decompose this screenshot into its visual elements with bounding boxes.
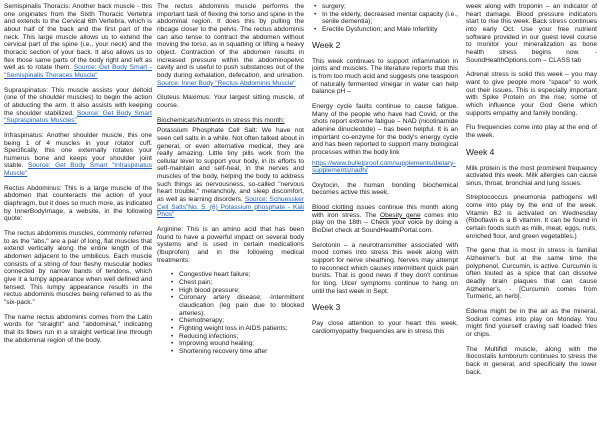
source-link-infraspinatus[interactable]: Source: Get Body Smart "Infraspinatus Muscle"	[4, 162, 152, 178]
paragraph-energy-cycle: Energy cycle faults continue to cause fatigue. Many of the people who have had Covid, or the shots report extreme fatigue – NAD (nicotinamide adenine dinucleotide) – has been helpful. It is an important co-enzyme for the body's energy cycle and has been reported to support many biological processes within the body link	[312, 102, 458, 156]
paragraph-infraspinatus: Infraspinatus: Another shoulder muscle, this one being 1 of 4 muscles in your rotator cuff. Specifically, this one externally rotates your humerus bone and keeps your shoulder joint stable. Source: Get Body Smart "Infraspinatus Muscle"	[4, 131, 152, 178]
paragraph-oxytocin: Oxytocin, the human bonding biochemical becomes active this week.	[312, 181, 458, 197]
source-link-supraspinatus[interactable]: Source: Get Body Smart "Supraspinatus Muscles"	[4, 109, 152, 125]
nadh-link[interactable]: https://www.bulletproof.com/supplements/dietary-supplements/nadh/	[312, 159, 456, 175]
paragraph-gluteus: Gluteus Maximus: Your largest sitting muscle, of course.	[157, 94, 304, 109]
week-3-heading: Week 3	[312, 302, 341, 313]
week-4-heading: Week 4	[466, 146, 495, 157]
source-link-semispinalis[interactable]: Source: Get Body Smart - "Semispinalis Thoraces Muscle"	[4, 64, 152, 79]
paragraph-arginine: Arginine: This is an amino acid that has been found to have a powerful impact on several body systems and is used in certain medications (Ibuprofen) and in the following medical treatments:	[157, 226, 304, 264]
paragraph-blood-clotting: Blood clotting issues continue this month along with iron stress. The Obesity gene comes into play on the 18th – Check your voice by doing a BioDiet check at SoundHealthPortal.com.	[312, 204, 458, 235]
paragraph-streptococcus: Streptococcus pneumonia pathogens will come into play by the end of the week. Vitamin B2 is activated on Wednesday (Riboflavin is a B vitamin. It can be found in certain foods such as milk, meat, eggs, nuts, enriched flour, and green vegetables.)	[466, 194, 597, 240]
paragraph-multifidi: The Multifidi muscle, along with the Iliocostalis lumborum continues to stress the back in general, and specifically the lower back.	[466, 345, 597, 376]
list-item: • Erectile Dysfunction; and Male Infertility	[312, 26, 458, 34]
paragraph-semispinalis: Semispinalis Thoracis: Another back muscle - this one originates from the Sixth Thoracic Vertebra and extends to the Cervical 6th Vertebra, which is about half of the back and the first part of the neck. This large muscle allows us to extend the cervical part of the spine (i.e., your neck) and the thoracic section of your back. It also allows us to flex those same parts of the body right and left as well as to rotate them. Source: Get Body Smart - "Semispinalis Thoraces Muscle"	[4, 3, 152, 79]
paragraph-troponin: week along with troponin – an indicator of heart damage. Blood pressure indicators start to rise this week. Back stress continues into early Oct. Use your free nutrient software provided in our guest level course to monitor your mineralization as bone health stress begins now. -SoundHealthOptions.com – CLASS tab	[466, 3, 597, 64]
week-2-heading: Week 2	[312, 39, 341, 50]
list-item: • Fighting weight loss in AIDS patients;	[157, 325, 304, 333]
column-4	[466, 3, 597, 423]
list-item: • Congestive heart failure;	[157, 271, 304, 279]
list-item: • Improving wound healing;	[157, 340, 304, 348]
paragraph-potassium: Potassium Phosphate Cell Salt: We have not seen cell salts in a while. Not often talked about in general, or even alternative medical, they are really amazing. Little tiny pills work from the cellular level to support your body, in its efforts to self-maintain and self-heal, in the nerves and muscles of the body, helping the body to address such things as nervousness, so-called "nervous heart trouble," melancholy, and sleep discomfort, as well as learning disorders. Source: Schuessker Cell Salts"No. 5. (6) Potassium phosphate - Kali Phos"	[157, 127, 304, 219]
list-item: • In the elderly, decreased mental capacity (i.e., senile dementia);	[312, 11, 458, 26]
heading-biochemicals: Biochemicals/Nutrients in stress this month:	[157, 116, 285, 124]
quote-rectus-abdominis: The rectus abdominis muscles, commonly referred to as the "abs," are a pair of long, flat muscles that extend vertically along the entire length of the abdomen adjacent to the umbilicus. Each muscle consists of a string of four fleshy muscular bodies connected by narrow bands of tendons, which give it a lumpy appearance when well defined and tensed. This lumpy appearance results in the rectus abdominis muscles being referred to as the "six-pack."	[4, 230, 152, 306]
list-item: • High blood pressure;	[157, 287, 304, 295]
column-3	[312, 3, 458, 423]
paragraph-week3-heart: Pay close attention to your heart this week, cardiomyopathy frequencies are in stress this	[312, 320, 458, 335]
list-item: • Coronary artery disease; -Intermittent claudication (leg pain due to blocked arteries);	[157, 294, 304, 317]
paragraph-edema: Edema might be in the air as the mineral, Sodium comes into play on Monday. You might find yourself craving salt loaded fries or chips.	[466, 308, 597, 338]
quote-rectus-name: The name rectus abdominis comes from the Latin words for "straight" and "abdominal," indicating that its fibers run in a straight vertical line through the abdominal region of the body.	[4, 313, 152, 344]
column-1	[4, 3, 152, 423]
paragraph-week2-inflammation: This week continues to support inflammation in joints and muscles. The literature reports that this is from too much acid and suggests one teaspoon of naturally fermented vinegar in water can help balance pH –	[312, 57, 458, 96]
paragraph-serotonin: Serotonin – a neurotransmitter associated with mood comes into stress this week along with support for nerve sheathing. Nerves may attempt to reconnect which causes intermittent quick pain bursts. That is good news if they don't continue for long. Ulcer symptoms continue to hang on until the last week in Sept.	[312, 241, 458, 295]
arginine-treatment-list	[157, 271, 304, 355]
list-item: • surgery;	[312, 3, 458, 11]
paragraph-flu: Flu frequencies come into play at the end of the week.	[466, 124, 597, 139]
paragraph-alzheimers: The gene that is most in stress is familial Alzheimer's but at the same time the polyphenol, Curcumin, is active. Curcumin is often touted as a spice that can dissolve deadly brain plaques that can cause Alzheimer's. - [Curcumin comes from Turmeric, an herb].	[466, 247, 597, 301]
nadh-link-paragraph	[312, 160, 458, 175]
list-item: • Reducing infections;	[157, 333, 304, 341]
arginine-treatment-list-continued	[312, 3, 458, 34]
paragraph-rectus-function: The rectus abdominis muscle performs the important task of flexing the torso and spine in the abdominal region. It does this by pulling the ribcage closer to the pelvis. The rectus abdominis can also tense to contract the abdomen without moving the torso, as in squatting or lifting a heavy object. Contraction of the abdomen results in increased pressure within the abdominopelvic cavity and is useful to push substances out of the body during exhalation, defecation, and urination. Source: Inner Body "Rectus Abdominis Muscle"	[157, 3, 304, 87]
paragraph-adrenal: Adrenal stress is solid this week – you may want to give people more "space" to work out their issues. This is especially important with Spike Protein on the rise; some of which influence your God Gene which supports empathy and family bonding.	[466, 71, 597, 117]
source-link-inner-body[interactable]: Source: Inner Body "Rectus Abdominis Muscle"	[157, 79, 296, 87]
column-2	[157, 3, 304, 423]
source-link-cell-salts[interactable]: Source: Schuessker Cell Salts"No. 5. (6) Potassium phosphate - Kali Phos"	[157, 196, 304, 219]
list-item: • Chest pain;	[157, 279, 304, 287]
paragraph-rectus-abdominus: Rectus Abdominus: This is a large muscle of the abdomen that counteracts the action of your diaphragm, but it does so much more, as indicated by InnerBodyImage, a website, in the following quote:	[4, 184, 152, 223]
paragraph-milk-protein: Milk protein is the most prominent frequency activated this week. Milk allergies can cause sinus, throat, bronchial and lung issues.	[466, 164, 597, 187]
paragraph-supraspinatus: Supraspinatus: This muscle assists your deltoid (one of the shoulder muscles) to begin the action of abducting the arm. It also assists with keeping the shoulder stabilized. Source: Get Body Smart "Supraspinatus Muscles"	[4, 86, 152, 125]
list-item: • Shortening recovery time after	[157, 348, 304, 356]
list-item: • Chemotherapy;	[157, 317, 304, 325]
